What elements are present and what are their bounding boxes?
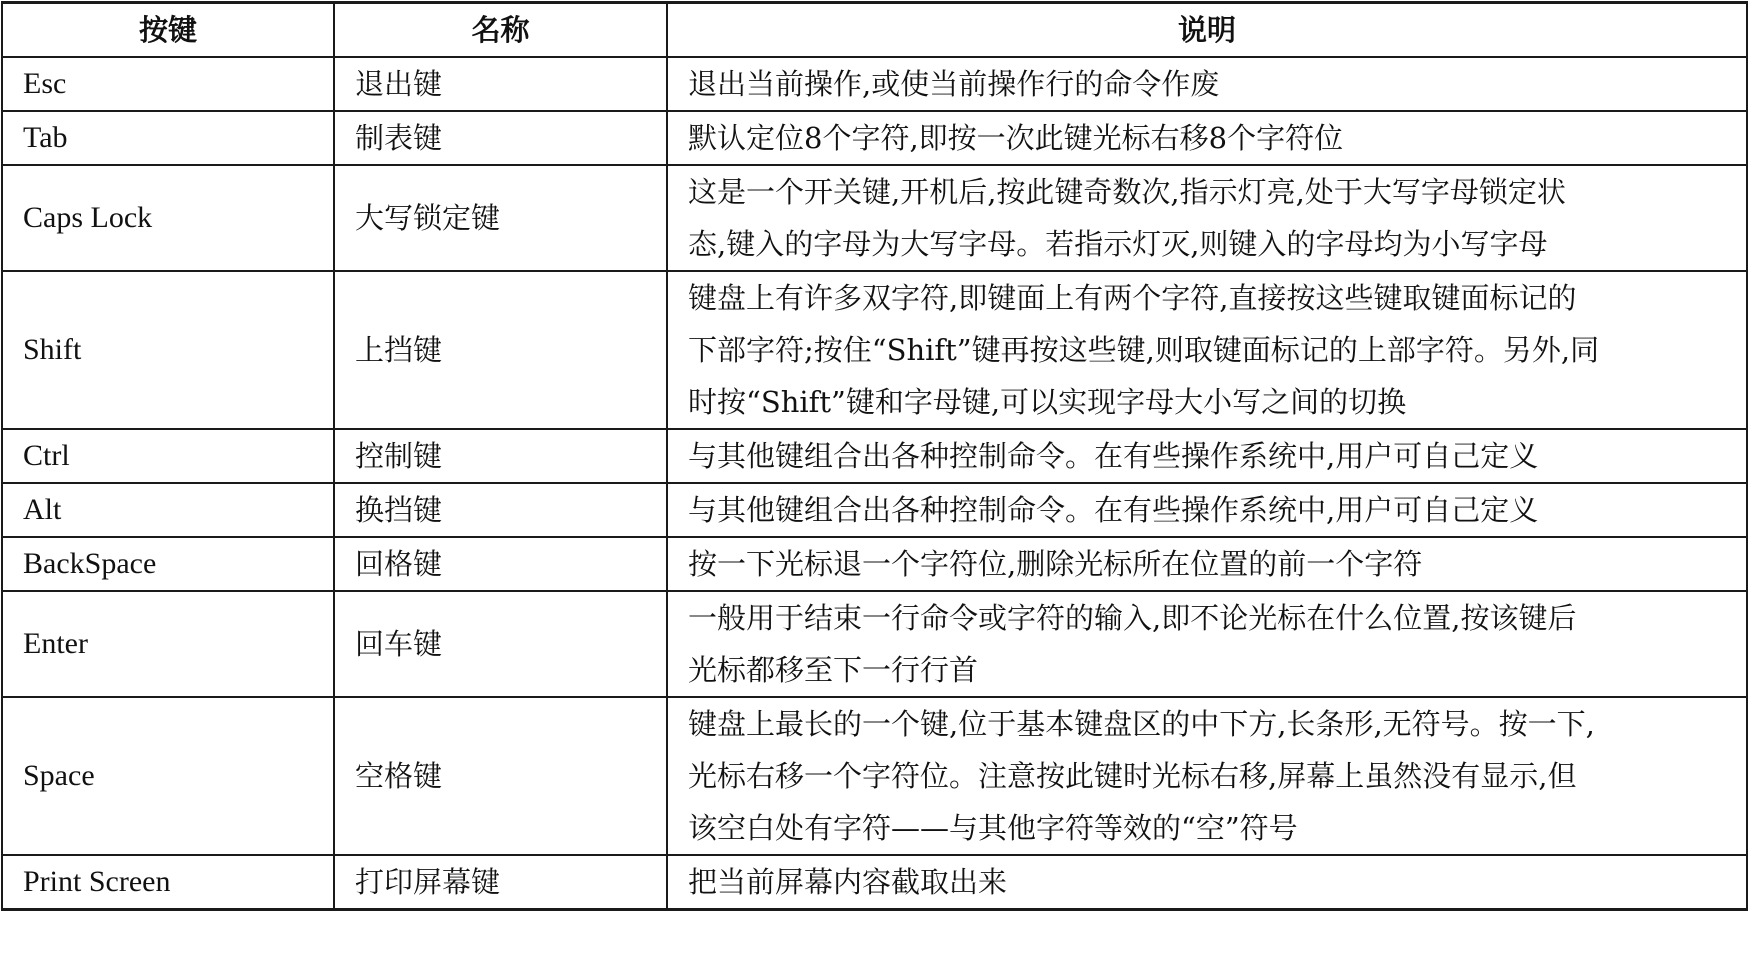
key-cell: Alt: [2, 483, 334, 537]
table-row: [2, 429, 1747, 483]
desc-line: 退出当前操作,或使当前操作行的命令作废: [688, 67, 1220, 101]
name-cell: 空格键: [334, 697, 667, 855]
table-row: [2, 271, 1747, 429]
key-cell: Shift: [2, 271, 334, 429]
name-cell: 退出键: [334, 57, 667, 111]
desc-line: 与其他键组合出各种控制命令。在有些操作系统中,用户可自己定义: [688, 439, 1539, 473]
desc-line: 下部字符;按住“Shift”键再按这些键,则取键面标记的上部字符。另外,同: [688, 333, 1600, 367]
name-cell: 换挡键: [334, 483, 667, 537]
desc-line: 该空白处有字符——与其他字符等效的“空”符号: [688, 811, 1298, 845]
desc-line: 键盘上最长的一个键,位于基本键盘区的中下方,长条形,无符号。按一下,: [688, 707, 1595, 741]
table-row: [2, 855, 1747, 910]
key-cell: Tab: [2, 111, 334, 165]
desc-cell: [667, 165, 1747, 271]
name-cell: 打印屏幕键: [334, 855, 667, 910]
name-cell: 控制键: [334, 429, 667, 483]
desc-line: 键盘上有许多双字符,即键面上有两个字符,直接按这些键取键面标记的: [688, 281, 1577, 315]
key-cell: Esc: [2, 57, 334, 111]
desc-cell: [667, 697, 1747, 855]
name-cell: 大写锁定键: [334, 165, 667, 271]
desc-cell: [667, 57, 1747, 111]
header-desc: 说明: [667, 3, 1747, 58]
table-row: [2, 537, 1747, 591]
key-cell: Caps Lock: [2, 165, 334, 271]
header-name: 名称: [334, 3, 667, 58]
desc-line: 把当前屏幕内容截取出来: [688, 865, 1008, 899]
name-cell: 回格键: [334, 537, 667, 591]
key-cell: BackSpace: [2, 537, 334, 591]
table-row: [2, 111, 1747, 165]
desc-line: 时按“Shift”键和字母键,可以实现字母大小写之间的切换: [688, 385, 1407, 419]
desc-cell: [667, 111, 1747, 165]
desc-cell: [667, 855, 1747, 910]
table-row: [2, 697, 1747, 855]
table-row: [2, 591, 1747, 697]
key-cell: Enter: [2, 591, 334, 697]
header-key: 按键: [2, 3, 334, 58]
desc-cell: [667, 591, 1747, 697]
desc-line: 光标右移一个字符位。注意按此键时光标右移,屏幕上虽然没有显示,但: [688, 759, 1577, 793]
desc-cell: [667, 537, 1747, 591]
key-cell: Space: [2, 697, 334, 855]
desc-line: 这是一个开关键,开机后,按此键奇数次,指示灯亮,处于大写字母锁定状: [688, 175, 1566, 209]
key-cell: Print Screen: [2, 855, 334, 910]
desc-line: 默认定位8个字符,即按一次此键光标右移8个字符位: [688, 121, 1344, 155]
table-body: [2, 57, 1747, 910]
desc-cell: [667, 429, 1747, 483]
desc-line: 光标都移至下一行行首: [688, 653, 979, 687]
desc-line: 态,键入的字母为大写字母。若指示灯灭,则键入的字母均为小写字母: [688, 227, 1548, 261]
desc-line: 一般用于结束一行命令或字符的输入,即不论光标在什么位置,按该键后: [688, 601, 1577, 635]
name-cell: 上挡键: [334, 271, 667, 429]
name-cell: 回车键: [334, 591, 667, 697]
desc-line: 按一下光标退一个字符位,删除光标所在位置的前一个字符: [688, 547, 1423, 581]
desc-cell: [667, 271, 1747, 429]
keyboard-keys-table: [1, 1, 1748, 911]
table-row: [2, 57, 1747, 111]
table-header-row: [2, 3, 1747, 58]
key-cell: Ctrl: [2, 429, 334, 483]
table-row: [2, 483, 1747, 537]
desc-line: 与其他键组合出各种控制命令。在有些操作系统中,用户可自己定义: [688, 493, 1539, 527]
name-cell: 制表键: [334, 111, 667, 165]
desc-cell: [667, 483, 1747, 537]
table-row: [2, 165, 1747, 271]
